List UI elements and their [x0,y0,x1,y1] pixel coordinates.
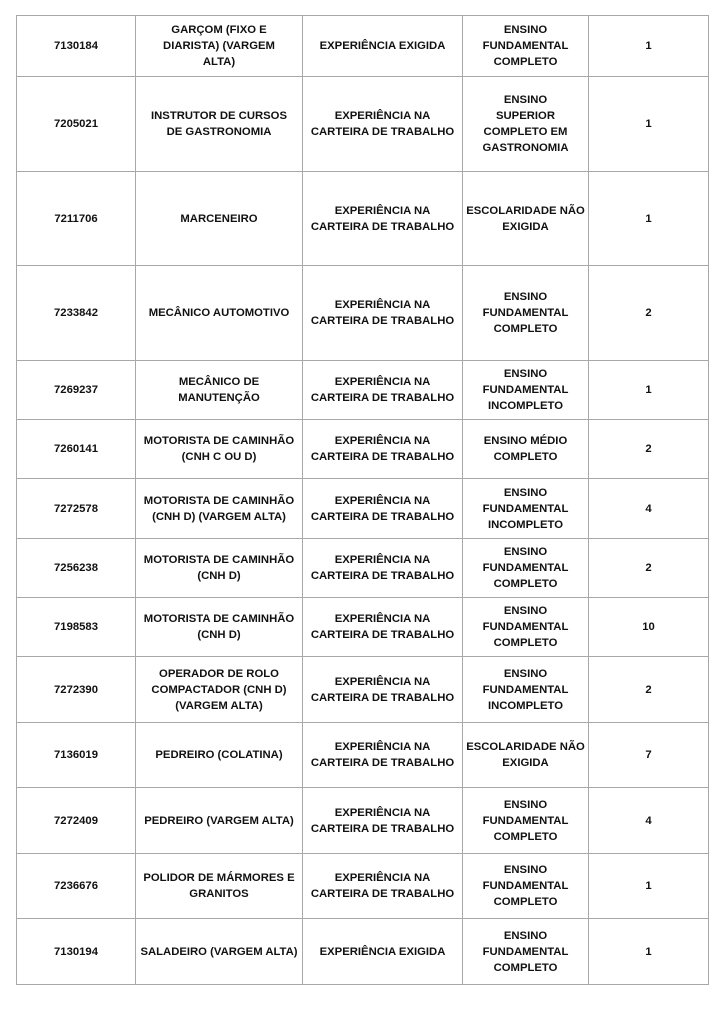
vacancy-code: 7136019 [17,723,136,788]
job-title: GARÇOM (FIXO E DIARISTA) (VARGEM ALTA) [136,16,303,77]
experience-requirement: EXPERIÊNCIA EXIGIDA [303,919,463,985]
vacancy-code: 7198583 [17,598,136,657]
vacancy-code: 7260141 [17,420,136,479]
education-requirement: ENSINO MÉDIO COMPLETO [463,420,589,479]
job-title: MOTORISTA DE CAMINHÃO (CNH D) (VARGEM ALTA) [136,479,303,539]
table-row [17,266,709,361]
vacancy-count: 1 [589,854,709,919]
table-row [17,420,709,479]
vacancy-code: 7233842 [17,266,136,361]
experience-requirement: EXPERIÊNCIA NA CARTEIRA DE TRABALHO [303,723,463,788]
vacancy-count: 1 [589,77,709,172]
education-requirement: ENSINO FUNDAMENTAL COMPLETO [463,539,589,598]
vacancy-count: 2 [589,420,709,479]
job-title: MOTORISTA DE CAMINHÃO (CNH D) [136,598,303,657]
experience-requirement: EXPERIÊNCIA NA CARTEIRA DE TRABALHO [303,420,463,479]
vacancy-code: 7236676 [17,854,136,919]
education-requirement: ESCOLARIDADE NÃO EXIGIDA [463,723,589,788]
vacancy-code: 7272409 [17,788,136,854]
job-title: PEDREIRO (VARGEM ALTA) [136,788,303,854]
experience-requirement: EXPERIÊNCIA NA CARTEIRA DE TRABALHO [303,598,463,657]
vacancy-count: 4 [589,479,709,539]
job-title: SALADEIRO (VARGEM ALTA) [136,919,303,985]
job-title: MECÂNICO DE MANUTENÇÃO [136,361,303,420]
table-row [17,854,709,919]
education-requirement: ESCOLARIDADE NÃO EXIGIDA [463,172,589,266]
education-requirement: ENSINO FUNDAMENTAL INCOMPLETO [463,657,589,723]
vacancy-count: 1 [589,361,709,420]
experience-requirement: EXPERIÊNCIA NA CARTEIRA DE TRABALHO [303,361,463,420]
vacancy-code: 7130184 [17,16,136,77]
vacancy-count: 1 [589,172,709,266]
education-requirement: ENSINO FUNDAMENTAL INCOMPLETO [463,361,589,420]
table-row [17,16,709,77]
vacancy-code: 7205021 [17,77,136,172]
vacancy-code: 7269237 [17,361,136,420]
vacancy-count: 7 [589,723,709,788]
vacancy-count: 2 [589,657,709,723]
experience-requirement: EXPERIÊNCIA NA CARTEIRA DE TRABALHO [303,539,463,598]
experience-requirement: EXPERIÊNCIA NA CARTEIRA DE TRABALHO [303,172,463,266]
job-title: MOTORISTA DE CAMINHÃO (CNH C OU D) [136,420,303,479]
experience-requirement: EXPERIÊNCIA NA CARTEIRA DE TRABALHO [303,657,463,723]
vacancy-count: 4 [589,788,709,854]
experience-requirement: EXPERIÊNCIA NA CARTEIRA DE TRABALHO [303,479,463,539]
education-requirement: ENSINO FUNDAMENTAL COMPLETO [463,266,589,361]
vacancy-count: 1 [589,16,709,77]
education-requirement: ENSINO FUNDAMENTAL COMPLETO [463,919,589,985]
table-row [17,723,709,788]
vacancy-code: 7130194 [17,919,136,985]
job-vacancies-table [16,15,709,985]
table-row [17,788,709,854]
table-row [17,598,709,657]
job-title: MOTORISTA DE CAMINHÃO (CNH D) [136,539,303,598]
job-title: MECÂNICO AUTOMOTIVO [136,266,303,361]
vacancy-code: 7256238 [17,539,136,598]
table-row [17,77,709,172]
experience-requirement: EXPERIÊNCIA EXIGIDA [303,16,463,77]
table-row [17,361,709,420]
vacancy-count: 2 [589,539,709,598]
vacancy-code: 7272578 [17,479,136,539]
vacancy-code: 7211706 [17,172,136,266]
job-title: OPERADOR DE ROLO COMPACTADOR (CNH D) (VARGEM ALTA) [136,657,303,723]
table-row [17,539,709,598]
education-requirement: ENSINO FUNDAMENTAL COMPLETO [463,598,589,657]
education-requirement: ENSINO SUPERIOR COMPLETO EM GASTRONOMIA [463,77,589,172]
table-row [17,919,709,985]
job-title: MARCENEIRO [136,172,303,266]
experience-requirement: EXPERIÊNCIA NA CARTEIRA DE TRABALHO [303,854,463,919]
education-requirement: ENSINO FUNDAMENTAL COMPLETO [463,788,589,854]
table-row [17,479,709,539]
education-requirement: ENSINO FUNDAMENTAL INCOMPLETO [463,479,589,539]
experience-requirement: EXPERIÊNCIA NA CARTEIRA DE TRABALHO [303,266,463,361]
education-requirement: ENSINO FUNDAMENTAL COMPLETO [463,854,589,919]
table-row [17,172,709,266]
job-title: PEDREIRO (COLATINA) [136,723,303,788]
vacancy-count: 10 [589,598,709,657]
vacancy-count: 1 [589,919,709,985]
vacancy-code: 7272390 [17,657,136,723]
vacancy-count: 2 [589,266,709,361]
education-requirement: ENSINO FUNDAMENTAL COMPLETO [463,16,589,77]
table-row [17,657,709,723]
experience-requirement: EXPERIÊNCIA NA CARTEIRA DE TRABALHO [303,788,463,854]
job-title: POLIDOR DE MÁRMORES E GRANITOS [136,854,303,919]
job-title: INSTRUTOR DE CURSOS DE GASTRONOMIA [136,77,303,172]
experience-requirement: EXPERIÊNCIA NA CARTEIRA DE TRABALHO [303,77,463,172]
